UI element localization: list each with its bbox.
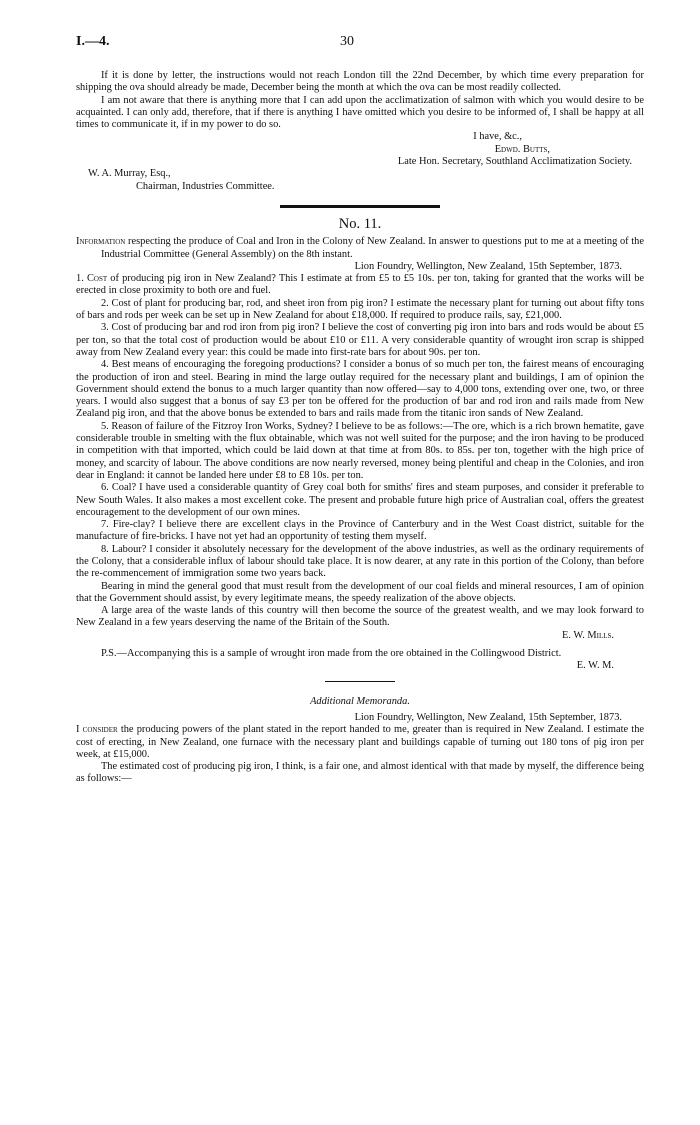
memoranda-title: Additional Memoranda.: [310, 695, 410, 707]
postscript: P.S.—Accompanying this is a sample of wrought iron made from the ore obtained in the Collingwood District.: [100, 648, 562, 660]
intro-lead: Information: [76, 236, 126, 248]
page-number: 30: [340, 34, 354, 49]
memoranda-paragraph-2: The estimated cost of producing pig iron, I think, is a fair one, and almost identical with that made by myself, the difference being as follows:—: [76, 761, 644, 785]
paragraph-bearing: Bearing in mind the general good that must result from the development of our coal fields and mineral resources, I am of opinion that the Government should assist, by every legitimate means, the speedy realization of the above objects.: [76, 580, 644, 604]
memoranda-divider: [325, 681, 395, 682]
item-7: 7. Fire-clay? I believe there are excellent clays in the Province of Canterbury and in the West Coast district, suitable for the manufacture of fire-bricks. I have not yet had an opportunity of testing them myself.: [76, 519, 644, 543]
item-4: 4. Best means of encouraging the foregoing productions? I consider a bonus of so much per ton, the fairest means of encouraging the production of iron and steel. Bearing in mind the large outlay required for the necessary plant and buildings, I am of opinion the Government should extend the bonus to a much larger quantity than now offered—say to 4,000 tons, extending over one, two, or three years. I would also suggest that a bonus of say £3 per ton be offered for the production of bar and rod iron and rails made from New Zealand pig iron, and that the above bonus be extended to bars and rails made from the titanic iron sands of New Zealand.: [76, 359, 644, 420]
letter-addressee: [76, 168, 644, 193]
item-1-lead: 1. Cost: [76, 273, 108, 285]
letter-signer: Edwd. Butts,: [494, 143, 550, 155]
postscript-initials: E. W. M.: [576, 660, 614, 672]
addressee-name: W. A. Murray, Esq.,: [88, 168, 171, 180]
letter-paragraph-2: I am not aware that there is anything more that I can add upon the acclimatization of salmon with which you would desire to be acquainted. I can only add, therefore, that if there is anything I have omitted which you desire to be informed of, I shall be happy at all times to communicate it, if in my power to do so.: [76, 94, 644, 131]
paragraph-large-area: A large area of the waste lands of this country will then become the source of the greatest wealth, and we may look forward to New Zealand in a few years deserving the name of the Britain of the South.: [76, 605, 644, 629]
page-body: [76, 70, 644, 786]
intro-rest: respecting the produce of Coal and Iron in the Colony of New Zealand. In answer to questions put to me at a meeting of the Industrial Committee (General Assembly) on the 8th instant.: [100, 236, 644, 260]
item-6: 6. Coal? I have used a considerable quantity of Grey coal both for smiths' fires and steam purposes, and consider it preferable to New South Wales. It also makes a most excellent coke. The present and probable future high price of Australian coal, offers the greatest encouragement to the development of our own mines.: [76, 482, 644, 518]
section-reference: I.—4.: [76, 34, 110, 49]
memoranda-p1-rest: the producing powers of the plant stated in the report handed to me, greater than is required in New Zealand. I estimate the cost of erecting, in New Zealand, one furnace with the necessary plant and buildings capable of turning out 180 tons of pig iron per week, at £15,000.: [76, 724, 645, 760]
section-divider: [280, 205, 440, 208]
letter-closing: I have, &c.,: [473, 131, 522, 143]
item-1: [76, 273, 644, 298]
addressee-title: Chairman, Industries Committee.: [136, 180, 275, 192]
report-signature: E. W. Mills.: [561, 629, 614, 641]
memoranda-paragraph-1: [76, 724, 644, 761]
letter-signer-title: Late Hon. Secretary, Southland Acclimatization Society.: [397, 156, 632, 168]
section-intro: [76, 236, 644, 261]
memoranda-lead: I consider: [76, 724, 118, 736]
letter-paragraph-1: If it is done by letter, the instructions would not reach London till the 22nd December, by which time every preparation for shipping the ova should already be made, December being the month at which the ova can be most readily collected.: [76, 70, 644, 94]
memoranda-dateline: Lion Foundry, Wellington, New Zealand, 15th September, 1873.: [354, 711, 622, 723]
report-dateline: Lion Foundry, Wellington, New Zealand, 15th September, 1873.: [354, 260, 622, 272]
section-title: No. 11.: [338, 215, 382, 232]
item-3: 3. Cost of producing bar and rod iron from pig iron? I believe the cost of converting pig iron into bars and rods would be about £5 per ton, so that the total cost of production would be about £10 or £11. A very considerable quantity of wrought iron scrap is shipped away from New Zealand every year: this could be made into first-rate bars for about 90s. per ton.: [76, 322, 644, 358]
item-1-rest: of producing pig iron in New Zealand? This I estimate at from £5 to £5 10s. per ton, taking for granted that the works will be erected in close proximity to both ore and fuel.: [76, 273, 645, 297]
item-8: 8. Labour? I consider it absolutely necessary for the development of the above industries, as well as the ordinary requirements of the Colony, that a considerable influx of labour should take place. It is now dearer, at any rate in this portion of the Colony, than before the re-commencement of immigration some two years back.: [76, 543, 644, 580]
item-5: 5. Reason of failure of the Fitzroy Iron Works, Sydney? I believe to be as follows:—The ore, which is a rich brown hematite, gave considerable trouble in smelting with the flux obtainable, which was not well suited for the purpose; and the iron having to be produced in competition with that imported, which could be laid down at that time at from 80s. to 85s. per ton, together with the high price of money, and scarcity of labour. The above conditions are now nearly reversed, money being plentiful and cheap in the Colonies, and iron dear in England: it cannot be landed here under £8 to £8 10s. per ton.: [76, 420, 644, 481]
item-2: 2. Cost of plant for producing bar, rod, and sheet iron from pig iron? I estimate the necessary plant for turning out about fifty tons of bars and rods per week can be set up in New Zealand for about £18,000. If required to produce rails, say, £21,000.: [76, 297, 644, 322]
